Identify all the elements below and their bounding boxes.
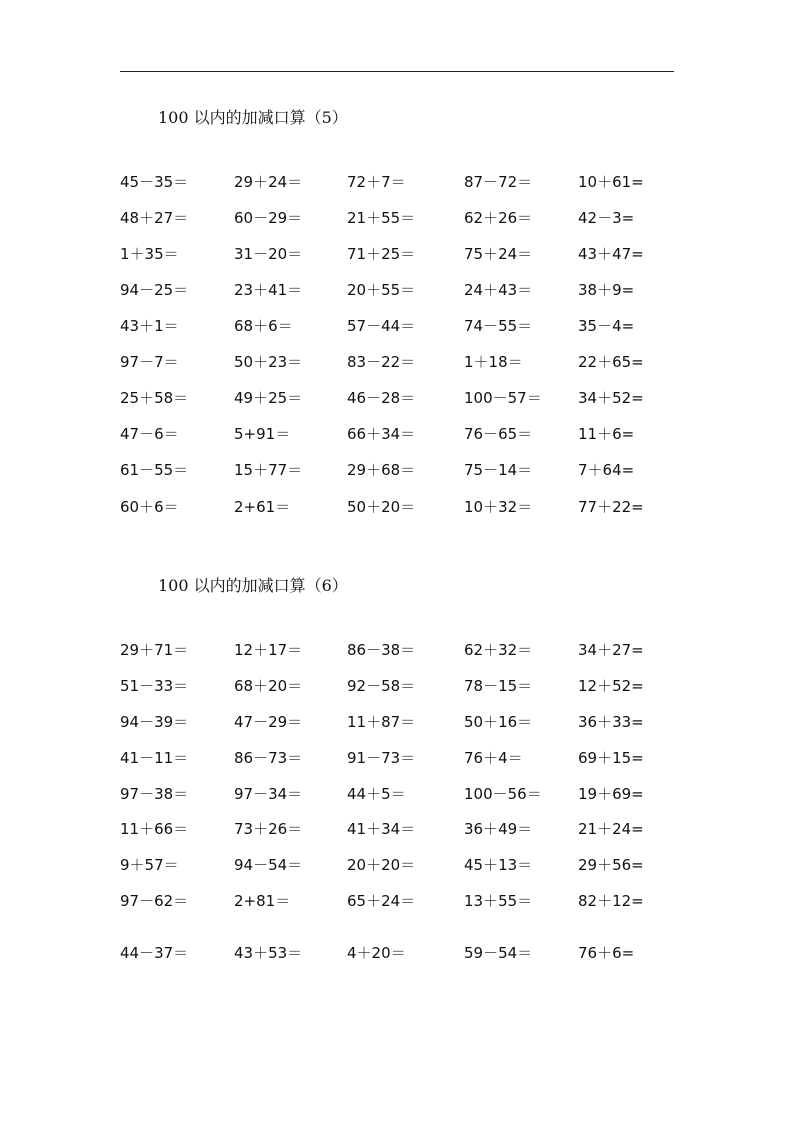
problem-item: 47－29＝ (234, 713, 303, 731)
problem-item: 20＋55＝ (347, 281, 416, 299)
problem-item: 49＋25＝ (234, 389, 303, 407)
problem-item: 94－54＝ (234, 856, 303, 874)
problem-item: 44－37＝ (120, 944, 189, 962)
problem-item: 1＋35＝ (120, 245, 179, 263)
problem-item: 97－62＝ (120, 892, 189, 910)
problem-item: 43＋53＝ (234, 944, 303, 962)
problem-item: 42－3= (578, 209, 635, 227)
problem-item: 36＋33= (578, 713, 644, 731)
section-title: 100 以内的加减口算（5） (158, 108, 348, 127)
problem-item: 10＋32＝ (464, 498, 533, 516)
problem-item: 60＋6＝ (120, 498, 179, 516)
problem-item: 11＋87＝ (347, 713, 416, 731)
problem-item: 77＋22= (578, 498, 644, 516)
problem-item: 41＋34＝ (347, 820, 416, 838)
problem-item: 100－57＝ (464, 389, 542, 407)
problem-item: 20＋20＝ (347, 856, 416, 874)
problem-item: 78－15＝ (464, 677, 533, 695)
problem-item: 61－55＝ (120, 461, 189, 479)
problem-item: 5+91＝ (234, 425, 291, 443)
problem-item: 94－39＝ (120, 713, 189, 731)
problem-item: 45－35＝ (120, 173, 189, 191)
problem-item: 2+61＝ (234, 498, 291, 516)
problem-item: 7＋64= (578, 461, 635, 479)
problem-item: 2+81＝ (234, 892, 291, 910)
problem-item: 13＋55＝ (464, 892, 533, 910)
problem-item: 41－11＝ (120, 749, 189, 767)
problem-item: 62＋32＝ (464, 641, 533, 659)
problem-item: 43＋1＝ (120, 317, 179, 335)
problem-item: 9＋57＝ (120, 856, 179, 874)
problem-item: 100－56＝ (464, 785, 542, 803)
problem-item: 68＋20＝ (234, 677, 303, 695)
problem-item: 97－7＝ (120, 353, 179, 371)
problem-item: 29＋56= (578, 856, 644, 874)
problem-item: 4＋20＝ (347, 944, 406, 962)
problem-item: 24＋43＝ (464, 281, 533, 299)
problem-item: 25＋58＝ (120, 389, 189, 407)
problem-item: 29＋71＝ (120, 641, 189, 659)
problem-item: 71＋25＝ (347, 245, 416, 263)
problem-item: 50＋23＝ (234, 353, 303, 371)
problem-item: 43＋47= (578, 245, 644, 263)
problem-item: 11＋6= (578, 425, 635, 443)
problem-item: 75－14＝ (464, 461, 533, 479)
problem-item: 50＋20＝ (347, 498, 416, 516)
problem-item: 76＋6= (578, 944, 635, 962)
problem-item: 21＋24= (578, 820, 644, 838)
problem-item: 12＋17＝ (234, 641, 303, 659)
problem-item: 92－58＝ (347, 677, 416, 695)
problem-item: 86－73＝ (234, 749, 303, 767)
problem-item: 23＋41＝ (234, 281, 303, 299)
problem-item: 73＋26＝ (234, 820, 303, 838)
problem-item: 29＋24＝ (234, 173, 303, 191)
problem-item: 46－28＝ (347, 389, 416, 407)
problem-item: 38＋9= (578, 281, 635, 299)
problem-item: 74－55＝ (464, 317, 533, 335)
problem-item: 47－6＝ (120, 425, 179, 443)
problem-item: 59－54＝ (464, 944, 533, 962)
problem-item: 97－34＝ (234, 785, 303, 803)
problem-item: 68＋6＝ (234, 317, 293, 335)
problem-item: 21＋55＝ (347, 209, 416, 227)
header-rule (120, 71, 674, 72)
problem-item: 35－4= (578, 317, 635, 335)
problem-item: 69＋15= (578, 749, 644, 767)
problem-item: 22＋65= (578, 353, 644, 371)
problem-item: 66＋34＝ (347, 425, 416, 443)
problem-item: 97－38＝ (120, 785, 189, 803)
problem-item: 1＋18＝ (464, 353, 523, 371)
problem-item: 82＋12= (578, 892, 644, 910)
problem-item: 31－20＝ (234, 245, 303, 263)
problem-item: 29＋68＝ (347, 461, 416, 479)
problem-item: 34＋27= (578, 641, 644, 659)
problem-item: 45＋13＝ (464, 856, 533, 874)
problem-item: 87－72＝ (464, 173, 533, 191)
problem-item: 91－73＝ (347, 749, 416, 767)
problem-item: 60－29＝ (234, 209, 303, 227)
problem-item: 15＋77＝ (234, 461, 303, 479)
problem-item: 11＋66＝ (120, 820, 189, 838)
problem-item: 44＋5＝ (347, 785, 406, 803)
problem-item: 76＋4＝ (464, 749, 523, 767)
problem-item: 72＋7＝ (347, 173, 406, 191)
problem-item: 19＋69= (578, 785, 644, 803)
problem-item: 57－44＝ (347, 317, 416, 335)
problem-item: 75＋24＝ (464, 245, 533, 263)
problem-item: 10＋61= (578, 173, 644, 191)
problem-item: 62＋26＝ (464, 209, 533, 227)
problem-item: 12＋52= (578, 677, 644, 695)
problem-item: 36＋49＝ (464, 820, 533, 838)
problem-item: 50＋16＝ (464, 713, 533, 731)
problem-item: 94－25＝ (120, 281, 189, 299)
problem-item: 83－22＝ (347, 353, 416, 371)
section-title: 100 以内的加减口算（6） (158, 576, 348, 595)
problem-item: 48＋27＝ (120, 209, 189, 227)
problem-item: 76－65＝ (464, 425, 533, 443)
problem-item: 86－38＝ (347, 641, 416, 659)
problem-item: 51－33＝ (120, 677, 189, 695)
problem-item: 65＋24＝ (347, 892, 416, 910)
problem-item: 34＋52= (578, 389, 644, 407)
